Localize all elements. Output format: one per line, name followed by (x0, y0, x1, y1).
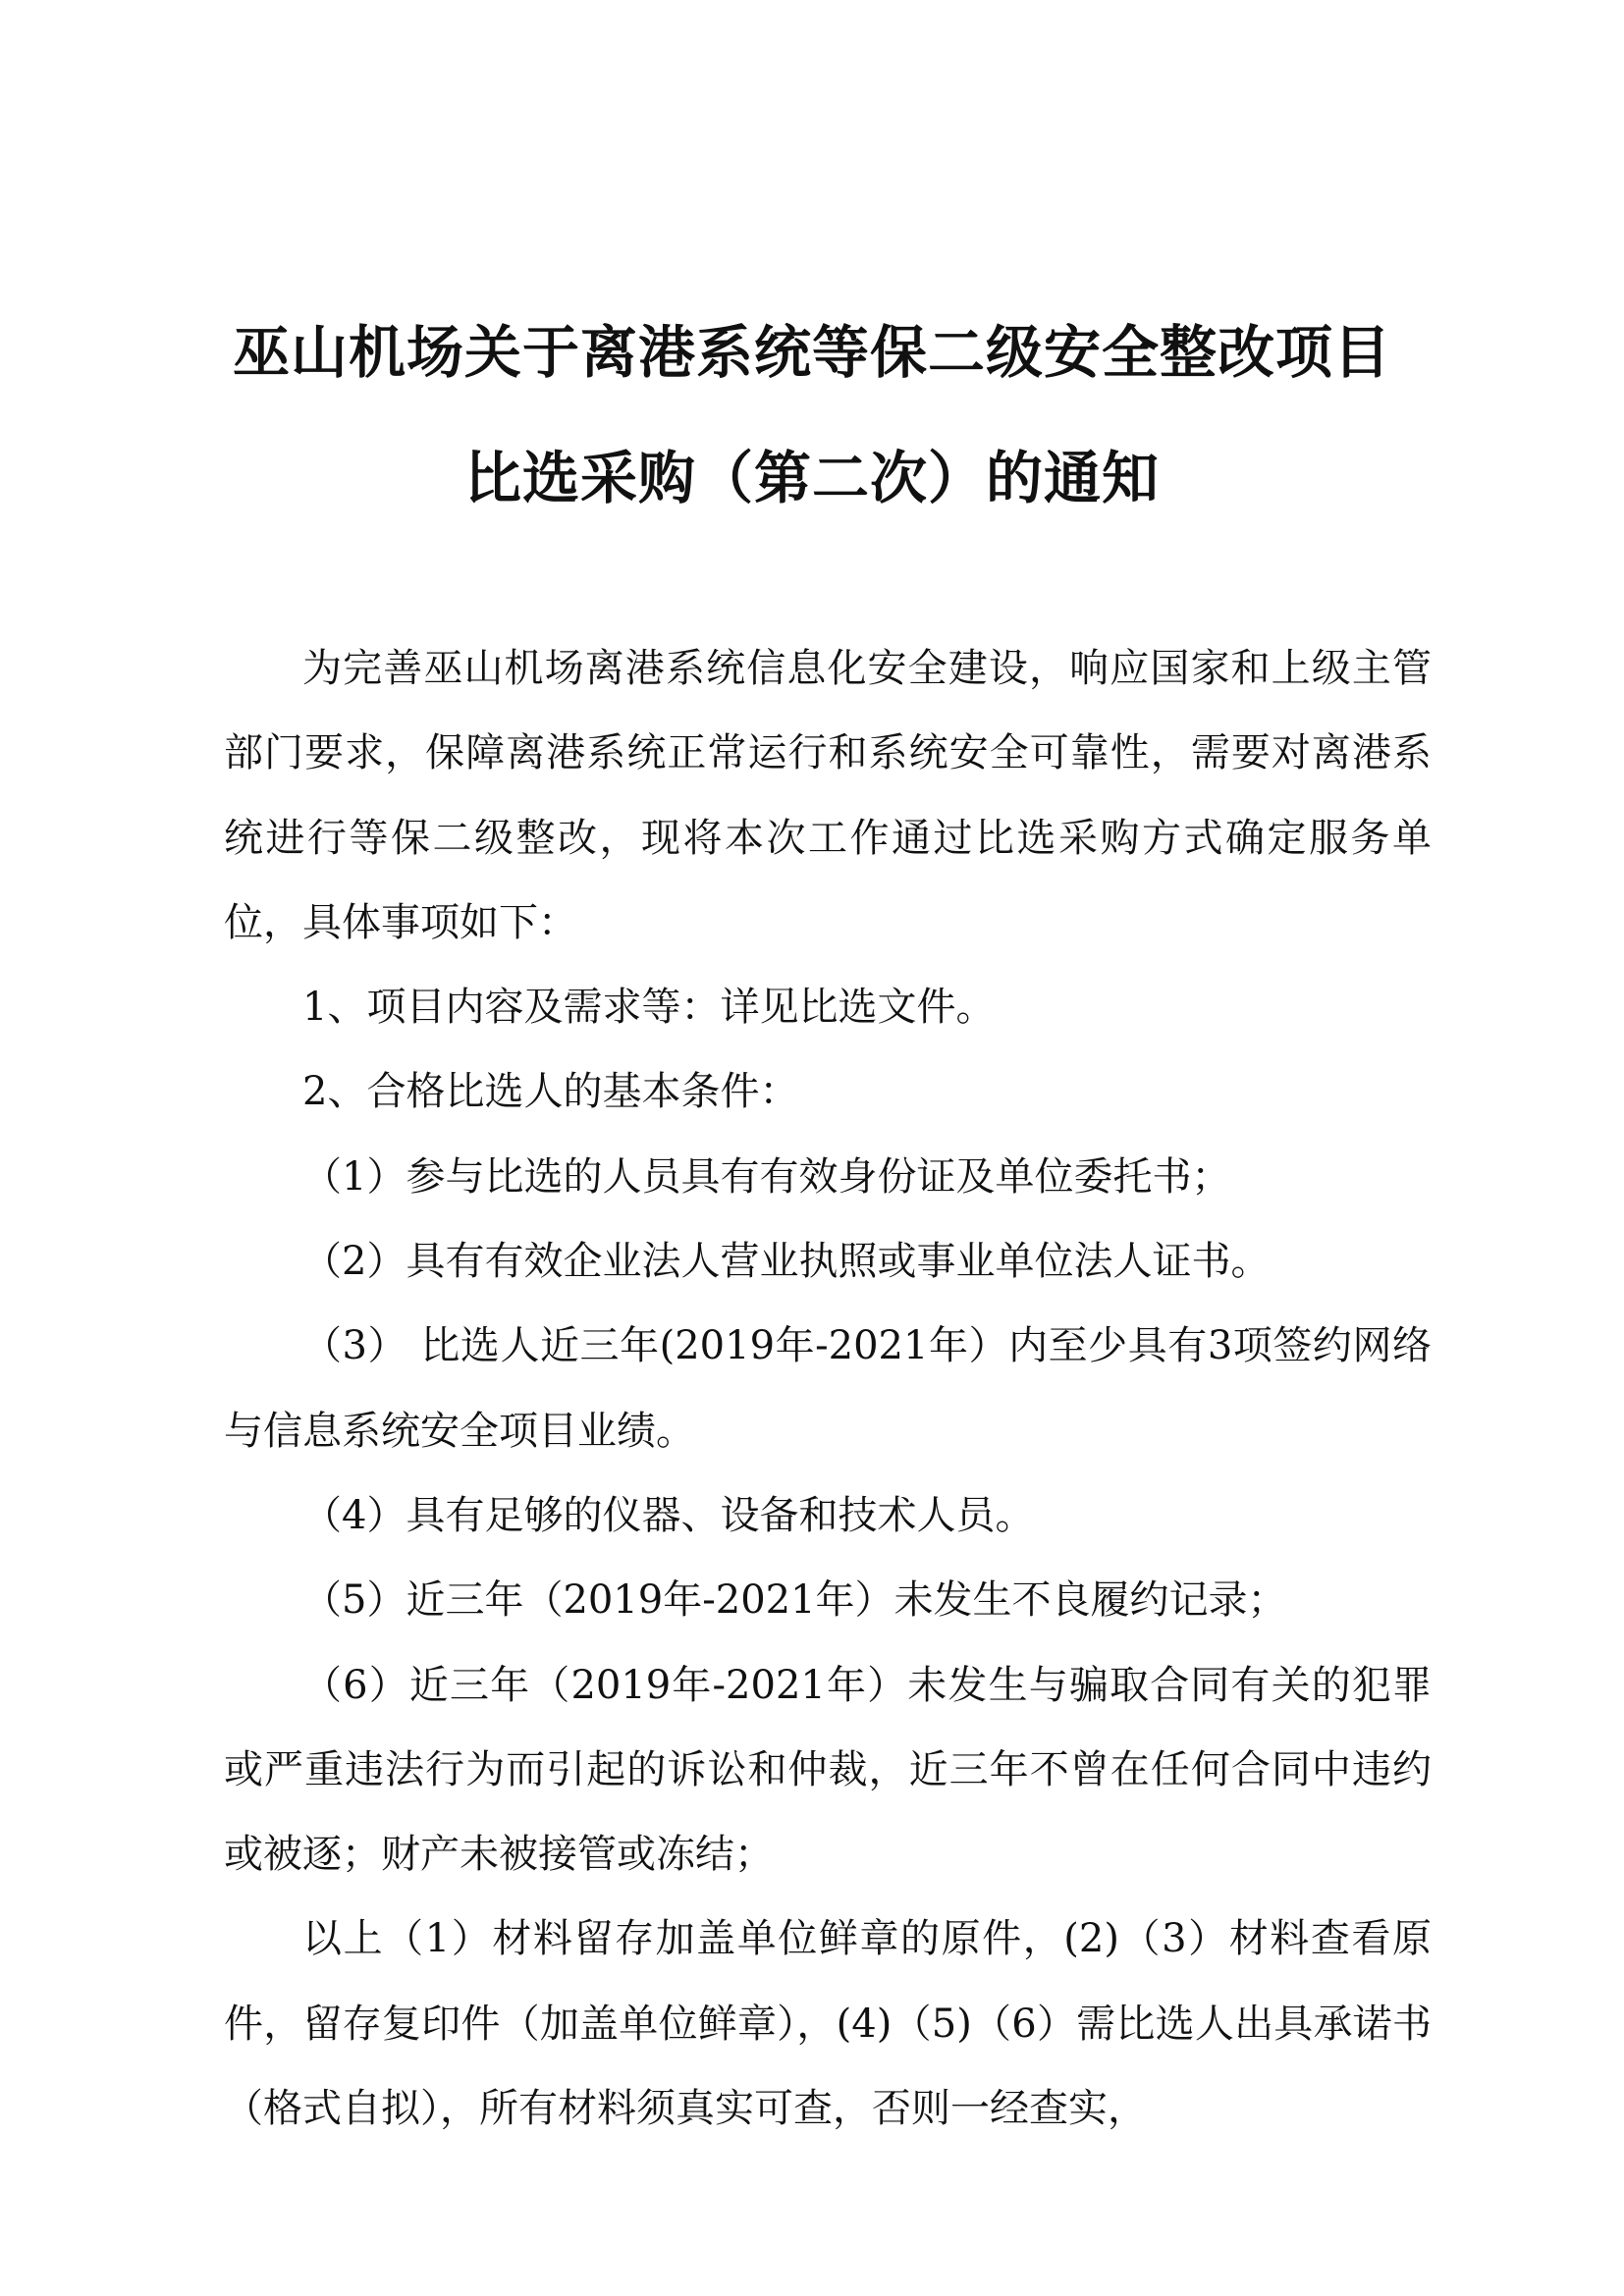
paragraph-item-2: 2、合格比选人的基本条件： (302, 1069, 799, 1115)
paragraph-condition-1: （1）参与比选的人员具有有效身份证及单位委托书； (302, 1153, 1231, 1200)
document-title-line-2: 比选采购（第二次）的通知 (463, 445, 1160, 511)
paragraph-intro: 为完善巫山机场离港系统信息化安全建设，响应国家和上级主管部门要求，保障离港系统正常运行和系统安全可靠性，需要对离港系统进行等保二级整改，现将本次工作通过比选采购方式确定服务单位，具体事项如下： (224, 646, 1432, 945)
paragraph-materials-note: 以上（1）材料留存加盖单位鲜章的原件，(2)（3）材料查看原件，留存复印件（加盖单位鲜章），(4)（5)（6）需比选人出具承诺书（格式自拟），所有材料须真实可查，否则一经查实， (224, 1916, 1432, 2132)
paragraph-condition-5: （5）近三年（2019年-2021年）未发生不良履约记录； (302, 1577, 1287, 1624)
paragraph-condition-6: （6）近三年（2019年-2021年）未发生与骗取合同有关的犯罪或严重违法行为而引起的诉讼和仲裁，近三年不曾在任何合同中违约或被逐；财产未被接管或冻结； (224, 1662, 1432, 1878)
paragraph-condition-4: （4）具有足够的仪器、设备和技术人员。 (302, 1492, 1035, 1538)
paragraph-condition-3: （3） 比选人近三年(2019年-2021年）内至少具有3项签约网络与信息系统安全项目业绩。 (224, 1323, 1432, 1454)
paragraph-condition-2: （2）具有有效企业法人营业执照或事业单位法人证书。 (302, 1239, 1271, 1285)
paragraph-item-1: 1、项目内容及需求等：详见比选文件。 (302, 985, 996, 1031)
document-body (224, 626, 1432, 2151)
document-title-line-1: 巫山机场关于离港系统等保二级安全整改项目 (232, 319, 1391, 386)
